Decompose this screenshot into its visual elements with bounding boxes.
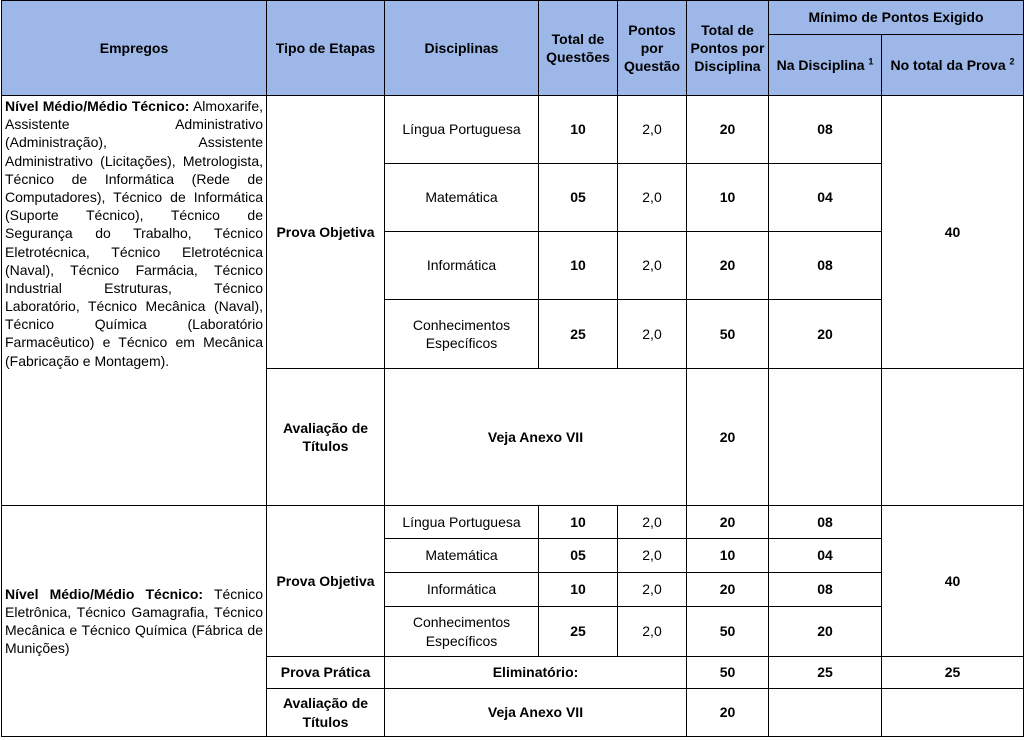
minimo-cell: 08 — [769, 96, 882, 164]
total-cell: 20 — [687, 506, 769, 539]
disciplina-cell: Matemática — [385, 164, 539, 232]
header-total-pontos: Total de Pontos por Disciplina — [687, 1, 769, 96]
empty-cell — [769, 369, 882, 506]
group1-total-prova: 40 — [882, 96, 1024, 369]
disciplina-cell: Conhecimentos Específicos — [385, 607, 539, 657]
questoes-cell: 25 — [539, 607, 618, 657]
group2-empregos — [2, 506, 267, 737]
group2-pratica-min-total: 25 — [882, 657, 1024, 689]
group2-total-prova: 40 — [882, 506, 1024, 657]
pontos-cell: 2,0 — [618, 506, 687, 539]
minimo-cell: 20 — [769, 607, 882, 657]
questoes-cell: 10 — [539, 506, 618, 539]
total-cell: 20 — [687, 573, 769, 607]
header-pontos-questao: Pontos por Questão — [618, 1, 687, 96]
minimo-cell: 08 — [769, 573, 882, 607]
group2-pratica-total: 50 — [687, 657, 769, 689]
group2-titulos-total: 20 — [687, 689, 769, 737]
empty-cell — [769, 689, 882, 737]
pontos-cell: 2,0 — [618, 573, 687, 607]
group2-pratica-text: Eliminatório: — [385, 657, 687, 689]
exam-table — [1, 0, 1024, 737]
header-na-disciplina: Na Disciplina $^1$ — [769, 35, 882, 96]
group2-etapa-titulos: Avaliação de Títulos — [267, 689, 385, 737]
total-cell: 10 — [687, 164, 769, 232]
group2-title: Nível Médio/Médio Técnico: — [5, 585, 204, 602]
minimo-cell: 08 — [769, 506, 882, 539]
disciplina-cell: Língua Portuguesa — [385, 506, 539, 539]
disciplina-cell: Língua Portuguesa — [385, 96, 539, 164]
pontos-cell: 2,0 — [618, 607, 687, 657]
group1-titulos-total: 20 — [687, 369, 769, 506]
total-cell: 10 — [687, 539, 769, 573]
header-tipo-etapas: Tipo de Etapas — [267, 1, 385, 96]
table-row — [2, 96, 1024, 164]
total-cell: 20 — [687, 232, 769, 300]
group1-jobs: Almoxarife, Assistente Administrativo (Administração), Assistente Administrativo (Licitações), Metrologista, Técnico de Informática (Rede de Computadores), Técnico de Informática (Suporte Técnico), Técnico de Segurança do Trabalho, Técnico Eletrotécnica, Técnico Eletrotécnica (Naval), Técnico Farmácia, Técnico Industrial Estruturas, Técnico Laboratório, Técnico Mecânica (Naval), Técnico Química (Laboratório Farmacêutico) e Técnico em Mecânica (Fabricação e Montagem). — [5, 98, 263, 369]
pontos-cell: 2,0 — [618, 164, 687, 232]
questoes-cell: 25 — [539, 300, 618, 369]
disciplina-cell: Matemática — [385, 539, 539, 573]
group1-empregos — [2, 96, 267, 506]
table-row — [2, 506, 1024, 539]
group2-jobs: Técnico Eletrônica, Técnico Gamagrafia, Técnico Mecânica e Técnico Química (Fábrica de Munições) — [5, 585, 263, 657]
header-disciplinas: Disciplinas — [385, 1, 539, 96]
group2-etapa-objetiva: Prova Objetiva — [267, 506, 385, 657]
pontos-cell: 2,0 — [618, 96, 687, 164]
pontos-cell: 2,0 — [618, 232, 687, 300]
questoes-cell: 10 — [539, 232, 618, 300]
group1-title: Nível Médio/Médio Técnico: — [5, 98, 190, 114]
questoes-cell: 10 — [539, 96, 618, 164]
group1-etapa-titulos: Avaliação de Títulos — [267, 369, 385, 506]
total-cell: 50 — [687, 300, 769, 369]
minimo-cell: 04 — [769, 539, 882, 573]
total-cell: 50 — [687, 607, 769, 657]
header-total-questoes: Total de Questões — [539, 1, 618, 96]
group2-pratica-min-disc: 25 — [769, 657, 882, 689]
empty-cell — [882, 689, 1024, 737]
questoes-cell: 05 — [539, 164, 618, 232]
total-cell: 20 — [687, 96, 769, 164]
group2-etapa-pratica: Prova Prática — [267, 657, 385, 689]
header-empregos: Empregos — [2, 1, 267, 96]
disciplina-cell: Informática — [385, 232, 539, 300]
group1-etapa-objetiva: Prova Objetiva — [267, 96, 385, 369]
pontos-cell: 2,0 — [618, 300, 687, 369]
empty-cell — [882, 369, 1024, 506]
questoes-cell: 10 — [539, 573, 618, 607]
questoes-cell: 05 — [539, 539, 618, 573]
header-minimo: Mínimo de Pontos Exigido — [769, 1, 1024, 35]
minimo-cell: 04 — [769, 164, 882, 232]
disciplina-cell: Conhecimentos Específicos — [385, 300, 539, 369]
group2-titulos-text: Veja Anexo VII — [385, 689, 687, 737]
header-no-total: No total da Prova $^2$ — [882, 35, 1024, 96]
disciplina-cell: Informática — [385, 573, 539, 607]
group1-titulos-text: Veja Anexo VII — [385, 369, 687, 506]
minimo-cell: 20 — [769, 300, 882, 369]
pontos-cell: 2,0 — [618, 539, 687, 573]
minimo-cell: 08 — [769, 232, 882, 300]
